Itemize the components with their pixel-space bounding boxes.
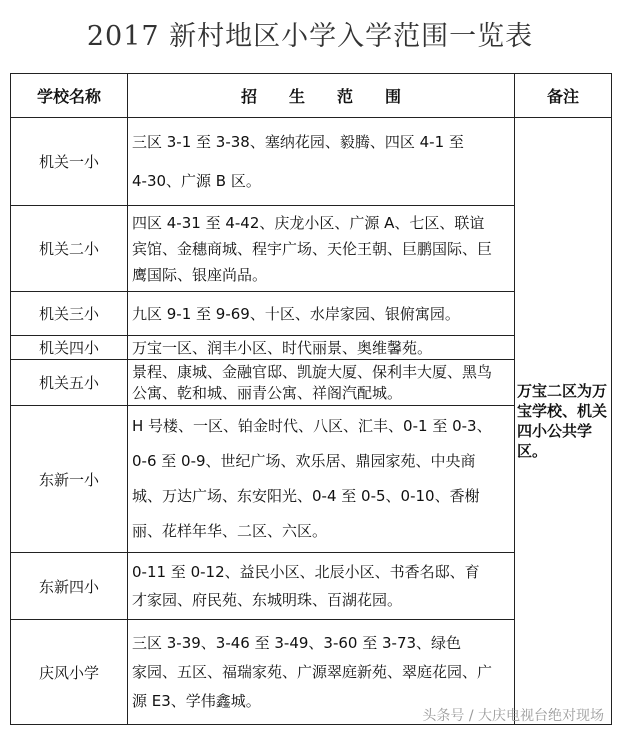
header-school-name: 学校名称: [11, 74, 128, 118]
header-enrollment-range: 招 生 范 围: [128, 74, 515, 118]
table-row: [11, 118, 612, 206]
range-cell: [128, 553, 515, 620]
school-name-cell: 庆风小学: [11, 620, 128, 725]
note-cell: 万宝二区为万宝学校、机关四小公共学区。: [515, 118, 612, 725]
range-text: H 号楼、一区、铂金时代、八区、汇丰、0-1 至 0-3、 0-6 至 0-9、世纪广场、欢乐居、鼎园家苑、中央商 城、万达广场、东安阳光、0-4 至 0-5、0-10、香榭 丽、花样年华、二区、六区。: [132, 417, 492, 540]
range-cell: [128, 118, 515, 206]
page-title: 2017 新村地区小学入学范围一览表: [86, 21, 534, 52]
range-text: 九区 9-1 至 9-69、十区、水岸家园、银俯寓园。: [132, 305, 460, 323]
school-name-cell: 机关五小: [11, 360, 128, 406]
range-text: 三区 3-1 至 3-38、塞纳花园、毅腾、四区 4-1 至 4-30、广源 B 区。: [132, 132, 464, 190]
school-name-cell: 东新一小: [11, 406, 128, 553]
range-cell: [128, 406, 515, 553]
range-cell: [128, 360, 515, 406]
enrollment-table: [10, 73, 612, 725]
range-text: 万宝一区、润丰小区、时代丽景、奥维馨苑。: [132, 339, 433, 357]
range-text: 景程、康城、金融官邸、凯旋大厦、保利丰大厦、黑鸟 公寓、乾和城、丽青公寓、祥阁汽配城。: [132, 362, 493, 402]
range-text: 三区 3-39、3-46 至 3-49、3-60 至 3-73、绿色 家园、五区、福瑞家苑、广源翠庭新苑、翠庭花园、广 源 E3、学伟鑫城。: [132, 633, 493, 710]
school-name-cell: 机关一小: [11, 118, 128, 206]
range-text: 0-11 至 0-12、益民小区、北辰小区、书香名邸、育 才家园、府民苑、东城明珠、百湖花园。: [132, 563, 480, 609]
range-cell: [128, 206, 515, 292]
range-cell: [128, 292, 515, 336]
school-name-cell: 机关四小: [11, 336, 128, 360]
watermark: 头条号 / 大庆电视台绝对现场: [422, 708, 604, 724]
range-text: 四区 4-31 至 4-42、庆龙小区、广源 A、七区、联谊 宾馆、金穗商城、程宇广场、天伦王朝、巨鹏国际、巨 鹰国际、银座尚品。: [132, 213, 493, 284]
range-cell: [128, 336, 515, 360]
school-name-cell: 东新四小: [11, 553, 128, 620]
school-name-cell: 机关三小: [11, 292, 128, 336]
header-note: 备注: [515, 74, 612, 118]
table-header-row: [11, 74, 612, 118]
school-name-cell: 机关二小: [11, 206, 128, 292]
